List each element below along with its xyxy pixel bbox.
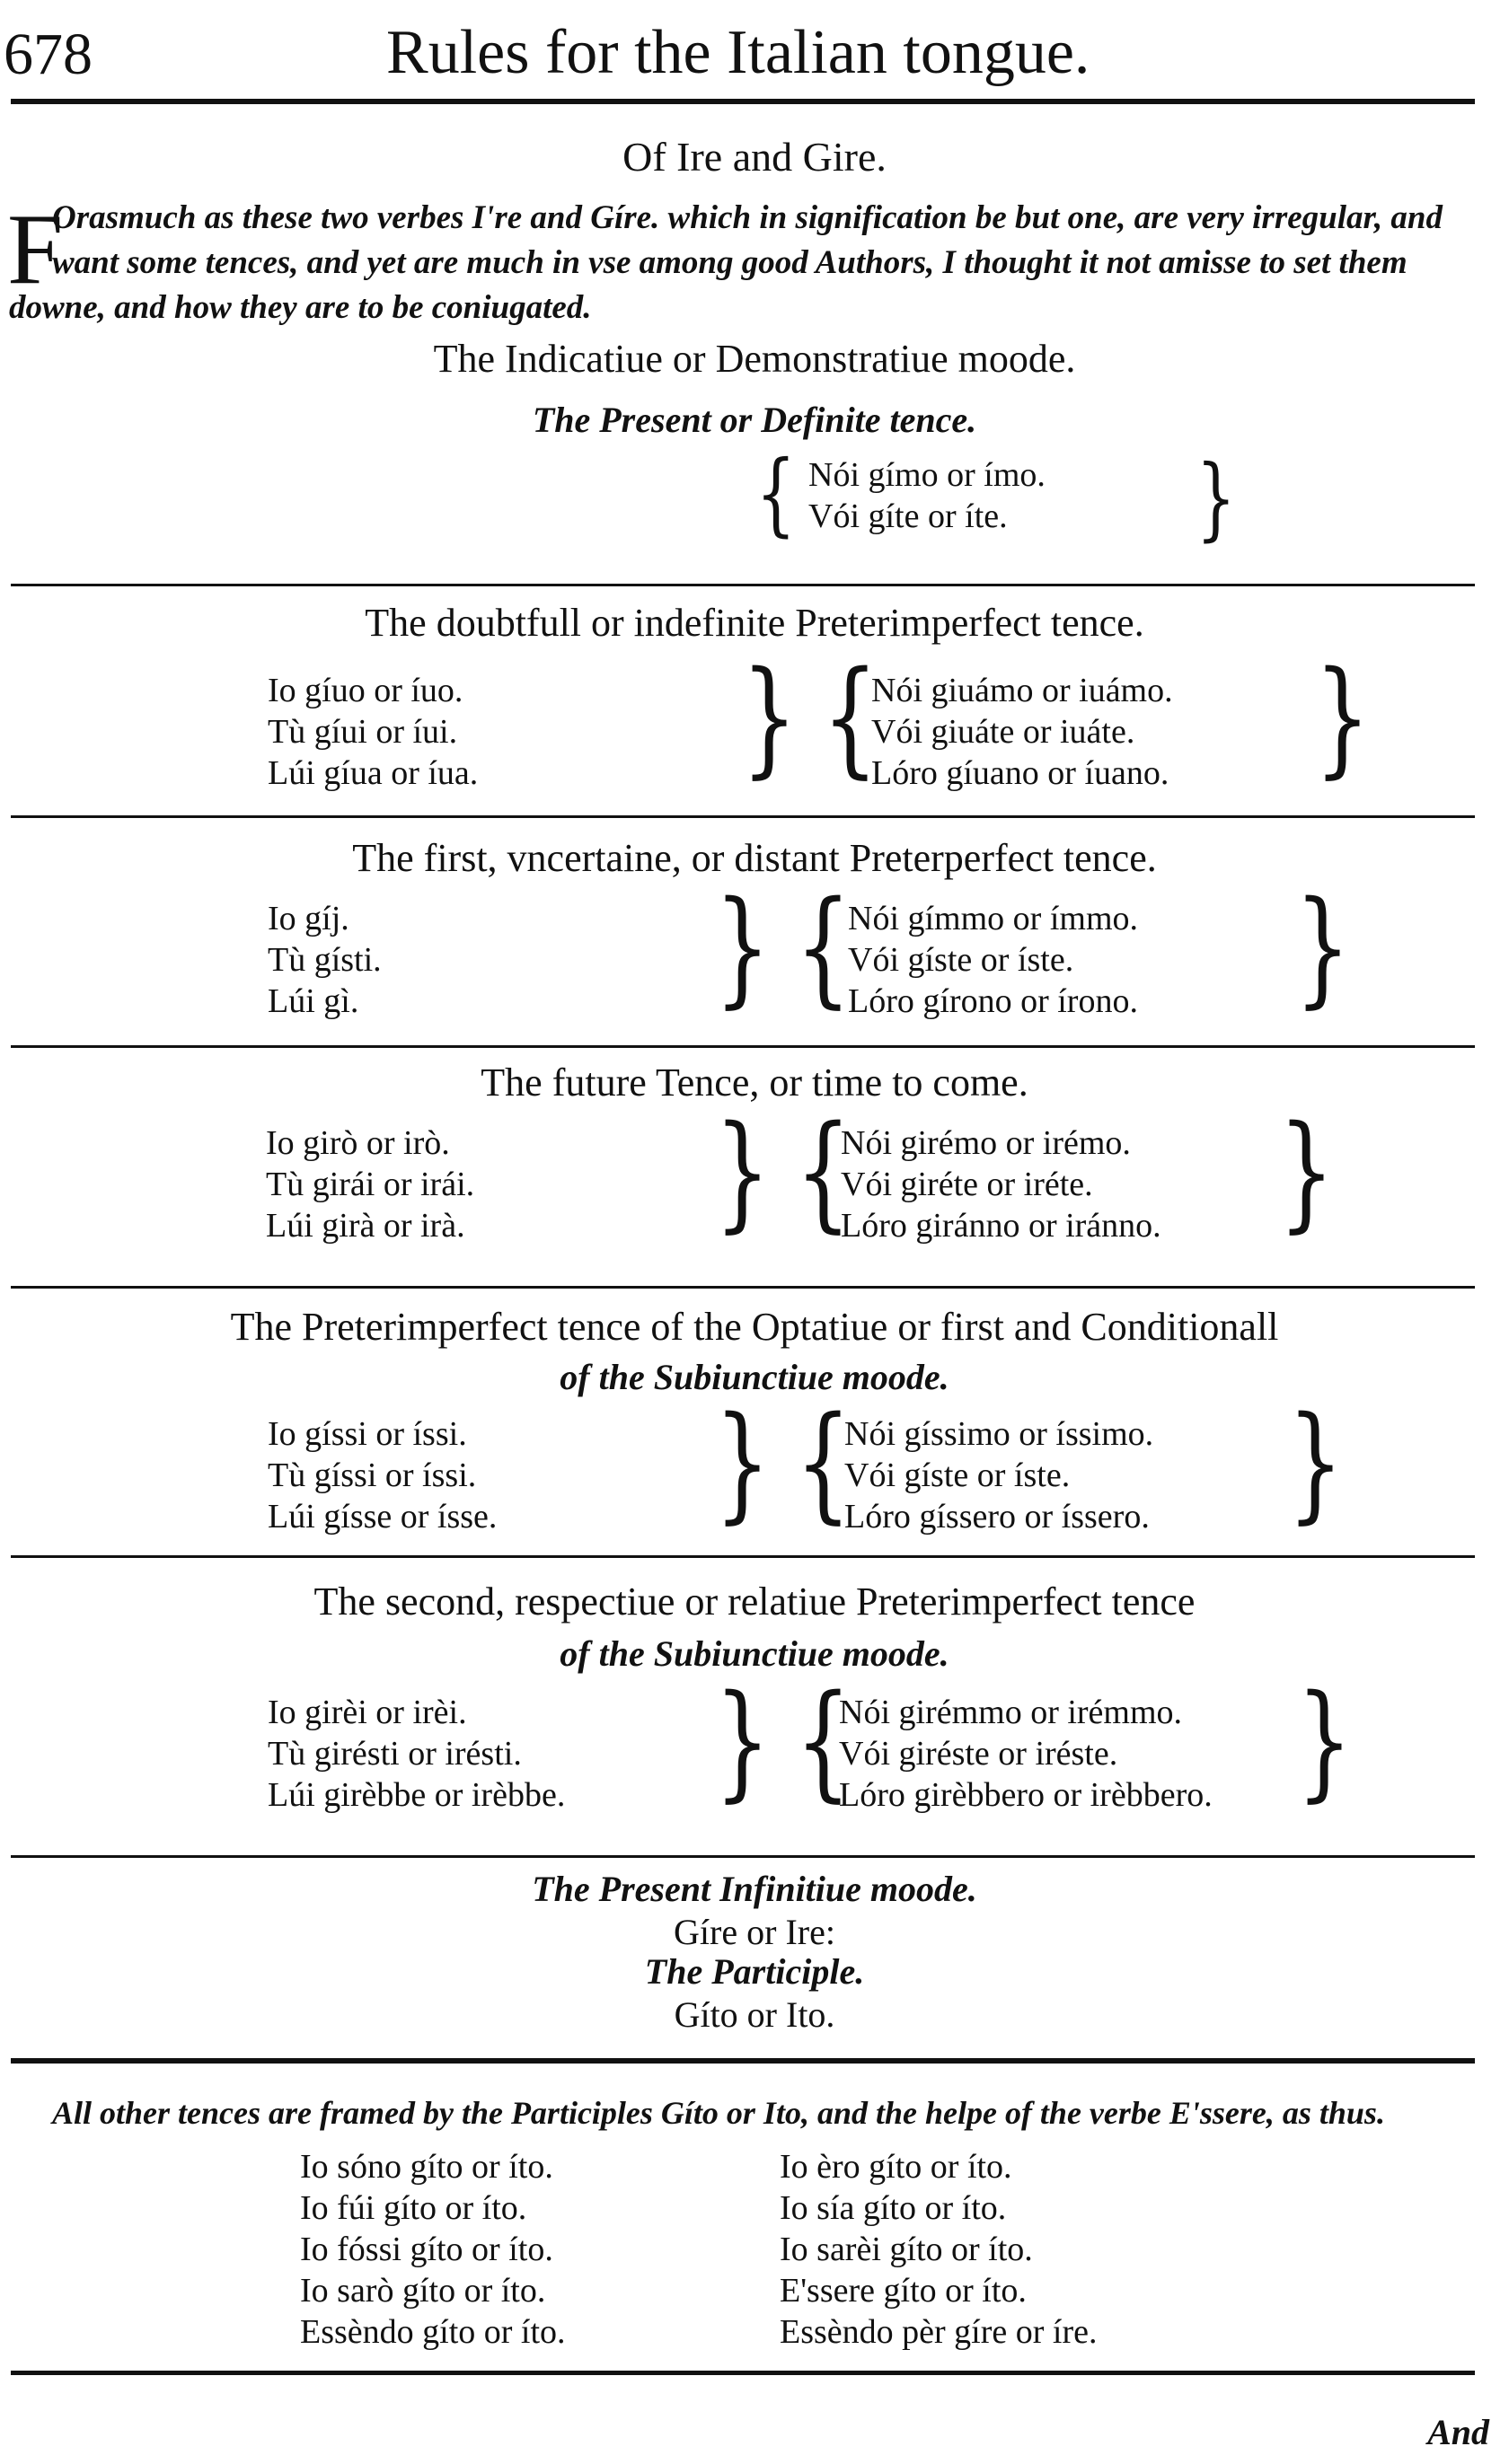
perfect-singular — [268, 898, 382, 1022]
left-brace: { — [795, 875, 852, 1021]
intro-line: Orasmuch as these two verbes I're and Gíre. which in signification be but one, are very irregular, and — [52, 199, 1443, 236]
conjugation-form: Lóro gírono or írono. — [848, 982, 1138, 1020]
second-plural — [839, 1692, 1213, 1816]
drop-cap: F — [7, 194, 64, 305]
right-brace: } — [714, 1099, 771, 1245]
section-rule — [11, 815, 1475, 818]
conjugation-form: Lúi gì. — [268, 982, 359, 1020]
section-rule — [11, 1045, 1475, 1048]
conjugation-form: Vói gíste or íste. — [844, 1456, 1071, 1494]
compound-form: Essèndo pèr gíre or íre. — [780, 2313, 1098, 2351]
optative-title: The Preterimperfect tence of the Optatiue or first and Conditionall — [230, 1305, 1279, 1349]
perfect-title: The first, vncertaine, or distant Preterperfect tence. — [352, 836, 1157, 880]
conjugation-form: Nói gímo or ímo. — [808, 456, 1046, 494]
conjugation-form: Io gíj. — [268, 900, 349, 937]
left-brace: { — [822, 645, 878, 791]
conjugation-form: Io gíuo or íuo. — [268, 672, 463, 709]
conjugation-form: Nói girémo or irémo. — [841, 1124, 1131, 1162]
running-title: Rules for the Italian tongue. — [386, 18, 1090, 87]
compound-form: Io sóno gíto or íto. — [300, 2148, 553, 2186]
imperfect-singular — [268, 670, 478, 794]
conjugation-form: Vói giréte or iréte. — [841, 1166, 1093, 1203]
conjugation-form: Lúi gíua or íua. — [268, 754, 479, 792]
right-brace: } — [714, 1668, 771, 1815]
intro-line: downe, and how they are to be coniugated. — [9, 289, 592, 326]
present-plural — [808, 454, 1046, 537]
mood-title: The Indicatiue or Demonstratiue moode. — [433, 337, 1076, 381]
infinitive-value: Gíre or Ire: — [674, 1912, 835, 1952]
header-rule — [11, 99, 1475, 104]
right-brace: } — [1314, 645, 1371, 791]
footer-rule — [11, 2371, 1475, 2375]
conjugation-form: Vói gíste or íste. — [848, 941, 1074, 979]
conjugation-form: Tù girái or irái. — [266, 1166, 475, 1203]
participle-value: Gíto or Ito. — [674, 1994, 835, 2035]
future-plural — [841, 1122, 1161, 1246]
section-title: Of Ire and Gire. — [622, 134, 887, 180]
section-rule — [11, 2058, 1475, 2064]
optative-plural — [844, 1413, 1153, 1537]
conjugation-form: Io girò or irò. — [266, 1124, 450, 1162]
right-brace: } — [1278, 1099, 1335, 1245]
page-number: 678 — [4, 22, 93, 87]
second-title: The second, respectiue or relatiue Preterimperfect tence — [313, 1580, 1196, 1624]
conjugation-form: Tù gíui or íui. — [268, 713, 458, 751]
compound-form: Io fóssi gíto or íto. — [300, 2231, 553, 2268]
section-rule — [11, 584, 1475, 586]
right-brace: } — [1294, 875, 1351, 1021]
right-brace: } — [1287, 1390, 1344, 1536]
compound-form: Essèndo gíto or íto. — [300, 2313, 566, 2351]
conjugation-form: Lóro gíssero or íssero. — [844, 1498, 1150, 1536]
conjugation-form: Nói giuámo or iuámo. — [871, 672, 1173, 709]
conjugation-form: Lúi girà or irà. — [266, 1207, 465, 1245]
section-rule — [11, 1855, 1475, 1858]
second-subtitle: of the Subiunctiue moode. — [560, 1633, 949, 1674]
conjugation-form: Lúi girèbbe or irèbbe. — [268, 1776, 566, 1814]
right-brace: } — [714, 1390, 771, 1536]
compound-form: Io sarò gíto or íto. — [300, 2272, 546, 2310]
conjugation-form: Nói gímmo or ímmo. — [848, 900, 1138, 937]
conjugation-form: Vói gíte or íte. — [808, 497, 1008, 535]
participle-title: The Participle. — [644, 1951, 865, 1992]
conjugation-form: Lóro girèbbero or irèbbero. — [839, 1776, 1213, 1814]
compound-form: Io èro gíto or íto. — [780, 2148, 1012, 2186]
right-brace: } — [1296, 1668, 1353, 1815]
left-brace: { — [755, 441, 797, 546]
intro-paragraph — [9, 196, 1491, 330]
conjugation-form: Io gíssi or íssi. — [268, 1415, 467, 1453]
infinitive-title: The Present Infinitiue moode. — [532, 1869, 977, 1909]
compound-form: E'ssere gíto or íto. — [780, 2272, 1027, 2310]
other-tences-title: All other tences are framed by the Participles Gíto or Ito, and the helpe of the verbe E'ssere, as thus. — [52, 2095, 1385, 2131]
section-rule — [11, 1286, 1475, 1289]
second-singular — [268, 1692, 565, 1816]
conjugation-form: Io girèi or irèi. — [268, 1694, 467, 1731]
conjugation-form: Vói giuáte or iuáte. — [871, 713, 1135, 751]
perfect-plural — [848, 898, 1138, 1022]
conjugation-form: Lúi gísse or ísse. — [268, 1498, 498, 1536]
imperfect-plural — [871, 670, 1173, 794]
left-brace: { — [795, 1668, 852, 1815]
compound-form: Io sía gíto or íto. — [780, 2189, 1007, 2227]
compound-form: Io fúi gíto or íto. — [300, 2189, 527, 2227]
other-right-column — [780, 2146, 1098, 2353]
right-brace: } — [741, 645, 798, 791]
conjugation-form: Lóro giránno or iránno. — [841, 1207, 1161, 1245]
future-singular — [266, 1122, 474, 1246]
conjugation-form: Tù girésti or irésti. — [268, 1735, 522, 1773]
other-left-column — [300, 2146, 566, 2353]
left-brace: { — [795, 1390, 852, 1536]
conjugation-form: Nói gíssimo or íssimo. — [844, 1415, 1154, 1453]
optative-subtitle: of the Subiunctiue moode. — [560, 1357, 949, 1397]
conjugation-form: Tù gíssi or íssi. — [268, 1456, 477, 1494]
compound-form: Io sarèi gíto or íto. — [780, 2231, 1033, 2268]
imperfect-title: The doubtfull or indefinite Preterimperfect tence. — [365, 601, 1144, 645]
intro-line: want some tences, and yet are much in vse among good Authors, I thought it not amisse to set them — [52, 244, 1408, 281]
catchword: And — [1427, 2412, 1489, 2452]
right-brace: } — [714, 875, 771, 1021]
conjugation-form: Lóro gíuano or íuano. — [871, 754, 1169, 792]
conjugation-form: Nói girémmo or irémmo. — [839, 1694, 1183, 1731]
right-brace: } — [1196, 445, 1237, 550]
present-title: The Present or Definite tence. — [532, 400, 977, 440]
future-title: The future Tence, or time to come. — [481, 1060, 1028, 1104]
conjugation-form: Tù gísti. — [268, 941, 382, 979]
optative-singular — [268, 1413, 497, 1537]
conjugation-form: Vói giréste or iréste. — [839, 1735, 1118, 1773]
section-rule — [11, 1555, 1475, 1558]
left-brace: { — [795, 1099, 852, 1245]
